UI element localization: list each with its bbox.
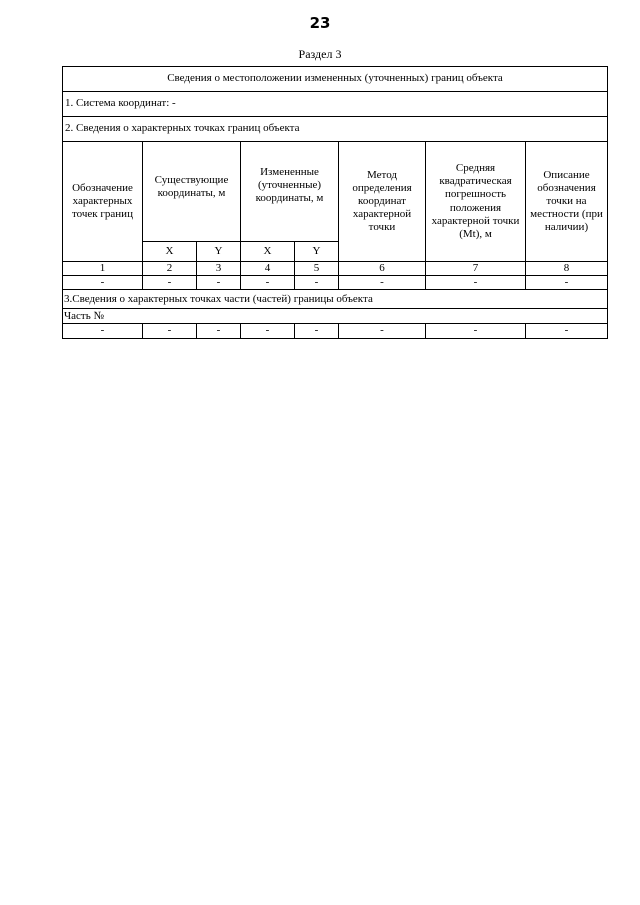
table-row [63, 276, 608, 290]
column-number: 5 [295, 262, 339, 276]
column-number: 6 [339, 262, 426, 276]
table-cell: - [197, 324, 241, 338]
boundary-table [62, 66, 608, 339]
column-number: 4 [241, 262, 295, 276]
header-method: Метод определения координат характерной точки [339, 142, 426, 262]
column-number: 1 [63, 262, 143, 276]
header-changed-x: X [241, 242, 295, 262]
table-cell: - [339, 276, 426, 290]
coord-system-row: 1. Система координат: - [63, 92, 608, 117]
table-cell: - [426, 324, 526, 338]
column-number: 3 [197, 262, 241, 276]
table-cell: - [526, 276, 608, 290]
points-heading: 2. Сведения о характерных точках границ объекта [63, 117, 608, 142]
table-cell: - [241, 324, 295, 338]
header-changed: Измененные (уточненные) координаты, м [241, 142, 339, 242]
header-designation: Обозначение характерных точек границ [63, 142, 143, 262]
header-description: Описание обозначения точки на местности (при наличии) [526, 142, 608, 262]
table-cell: - [241, 276, 295, 290]
header-existing-x: X [143, 242, 197, 262]
table-cell: - [63, 276, 143, 290]
table-cell: - [295, 276, 339, 290]
column-number: 7 [426, 262, 526, 276]
header-existing: Существующие координаты, м [143, 142, 241, 242]
column-number: 8 [526, 262, 608, 276]
part-label: Часть № [63, 309, 608, 324]
table-cell: - [143, 324, 197, 338]
header-error: Средняя квадратическая погрешность положения характерной точки (Mt), м [426, 142, 526, 262]
table-cell: - [339, 324, 426, 338]
header-existing-y: Y [197, 242, 241, 262]
table-cell: - [295, 324, 339, 338]
table-cell: - [143, 276, 197, 290]
part-heading: 3.Сведения о характерных точках части (частей) границы объекта [63, 290, 608, 309]
table-cell: - [526, 324, 608, 338]
table-cell: - [63, 324, 143, 338]
table-cell: - [426, 276, 526, 290]
table-row [63, 324, 608, 338]
table-cell: - [197, 276, 241, 290]
section-title: Раздел 3 [298, 47, 342, 61]
column-number: 2 [143, 262, 197, 276]
header-changed-y: Y [295, 242, 339, 262]
table-caption: Сведения о местоположении измененных (уточненных) границ объекта [63, 67, 608, 92]
page-number: 23 [309, 14, 331, 32]
column-numbers-row [63, 262, 608, 276]
